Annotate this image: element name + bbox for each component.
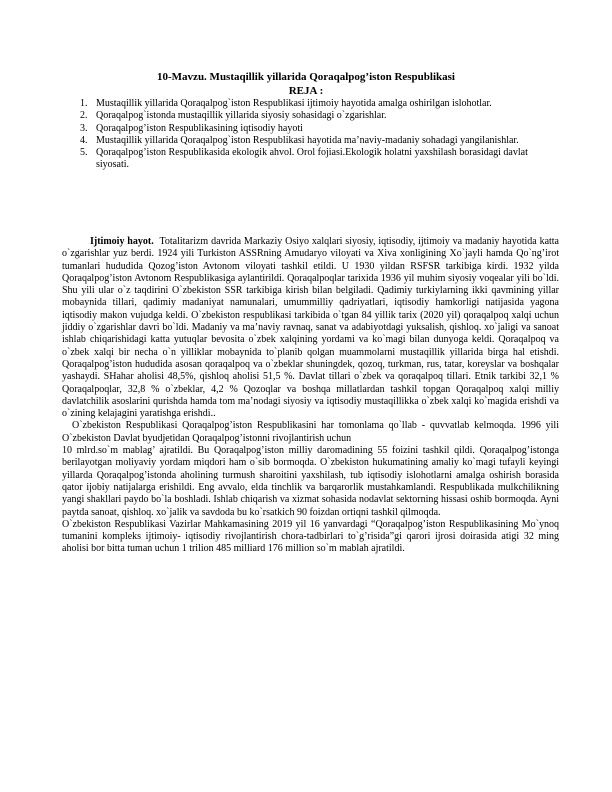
plan-item-text: Qoraqalpog’iston Respublikasida ekologik ahvol. Orol fojiasi.Ekologik holatni yaxshilash borasidagi davlat siyosati. xyxy=(96,147,528,171)
plan-item xyxy=(80,135,558,147)
body-paragraph: O`zbekiston Respublikasi Qoraqalpog’iston Respublikasini har tomonlama qo`llab - quvvatlab kelmoqda. 1996 yili O`zbekiston Davlat byudjetidan Qoraqalpog’istonni rivojlantirish uchun xyxy=(62,420,559,444)
section-lead: Ijtimoiy hayot. xyxy=(90,236,154,247)
plan-item-number: 4. xyxy=(80,134,88,146)
paragraph-text: Totalitarizm davrida Markaziy Osiyo xalqlari siyosiy, iqtisodiy, ijtimoiy va madaniy hayotida katta o`zgarishlar yuz berdi. 1924 yili Turkiston ASSRning Amudaryo viloyati va Xiva xonligining Xo`jayli hamda Qo`ng’irot tumanlari hududida Qozog’iston Avtonom viloyati tashkil etildi. U 1930 yildan RSFSR tarkibiga kirdi. 1932 yilda Qoraqalpog’iston Avtonom Respublikasiga aylantirildi. Qoraqalpoqlar tarixida 1936 yil muhim siyosiy voqealar yili bo`ldi. Shu yili ular o`z taqdirini O`zbekiston SSR tarkibiga kirish bilan belgiladi. Qadimiy turkiylarning ikki qavmining yillar mobaynida tillari, qadimiy madaniyat namunalari, umummilliy qadriyatlari, iqtisodiy hamkorligi natijasida yagona iqtisodiy makon vujudga keldi. O`zbekiston respublikasi tarkibida o`tgan 84 yillik tarix (2020 yil) qoraqalpoq xalqi uchun jiddiy o`zgarishlar davri bo`ldi. Madaniy va ma’naviy ravnaq, sanat va adabiyotdagi yuksalish, qishloq. xo`jaligi va sanoat ishlab chiqarishidagi katta yutuqlar bevosita o`zbek xalqining yordami va ko`magi bilan dunyoga keldi. Qoraqalpoq va o`zbek xalqi bir necha o`n yilliklar mobaynida to`planib qolgan muammolarni mustaqillik yillarida birga hal etishdi. Qoraqalpog’iston hududida asosan qoraqalpoq va o`zbeklar shuningdek, qozoq, turkman, rus, tatar, koreyslar va boshqalar yashaydi. SHahar aholisi 48,5%, qishloq aholisi 51,5 %. Davlat tillari o`zbek va qoraqalpoq tillari. Etnik tarkibi 32,1 % Qoraqalpoqlar, 32,8 % o`zbeklar, 4,2 % Qozoqlar va boshqa millatlardan tashkil topgan Qoraqalpoq xalqi milliy davlatchilik asoslarini qurishda hamda tom ma’nodagi siyosiy va iqtisodiy mustaqillikka o`zbek xalqi ko`magida erishdi va o`zining kelajagini yaratishga erishdi.. xyxy=(62,236,559,420)
plan-item-text: Qoraqalpog’iston Respublikasining iqtisodiy hayoti xyxy=(96,122,303,134)
plan-item-text: Mustaqillik yillarida Qoraqalpog`iston Respublikasi ijtimoiy hayotida amalga oshirilgan islohotlar. xyxy=(96,98,492,109)
plan-item xyxy=(80,123,558,135)
body-paragraph: O`zbekiston Respublikasi Vazirlar Mahkamasining 2019 yil 16 yanvardagi “Qoraqalpog’iston Respublikasining Mo`ynoq tumanini kompleks ijtimoiy- iqtisodiy rivojlantirish chora-tadbirlari to`g’risida”gi qarori ijrosi doirasida atigi 32 ming aholisi bor bitta tuman uchun 1 trilion 485 milliard 176 million so`m mablah ajratildi. xyxy=(62,518,559,555)
plan-item-text: Qoraqalpog`istonda mustaqillik yillarida siyosiy sohasidagi o`zgarishlar. xyxy=(96,110,387,122)
plan-item xyxy=(80,98,558,110)
plan-item-text: Mustaqillik yillarida Qoraqalpog`iston Respublikasi hayotida ma’naviy-madaniy sohadagi yangilanishlar. xyxy=(96,134,519,146)
plan-item xyxy=(80,147,558,172)
document-body xyxy=(62,236,559,556)
plan-heading: REJA : xyxy=(288,85,324,97)
plan-item-number: 2. xyxy=(80,110,88,122)
plan-item-number: 1. xyxy=(80,98,88,109)
plan-item-number: 5. xyxy=(80,147,88,159)
plan-item-number: 3. xyxy=(80,122,88,134)
document-title: 10-Mavzu. Mustaqillik yillarida Qoraqalpog’iston Respublikasi xyxy=(157,71,455,83)
plan-list xyxy=(80,98,558,172)
body-paragraph xyxy=(62,236,559,420)
body-paragraph: 10 mlrd.so`m mablag’ ajratildi. Bu Qoraqalpog’iston milliy daromadining 55 foizini tashkil qildi. Qoraqalpog’istonga berilayotgan moliyaviy yordam miqdori ham o`sib bormoqda. O`zbekiston hukumatining amaliy ko`magi tufayli keyingi yillarda Qoraqalpog’istonda aholining turmush sharoitini yaxshilash, tub iqtisodiy islohotlarni amalga oshirish borasida qator ijobiy natijalarga erishildi. Eng avvalo, elda tinchlik va barqarorlik mustahkamlandi. Respublikada mulkchilikning yangi shakllari paydo bo`la boshladi. Ishlab chiqarish va xizmat sohasida nodavlat sektorning hissasi oshib bormoqda. Ayni paytda sanoat, qishloq. xo`jalik va savdoda bu ko`rsatkich 90 foizdan ortiqni tashkil qilmoqda. xyxy=(62,445,559,518)
plan-item xyxy=(80,110,558,122)
